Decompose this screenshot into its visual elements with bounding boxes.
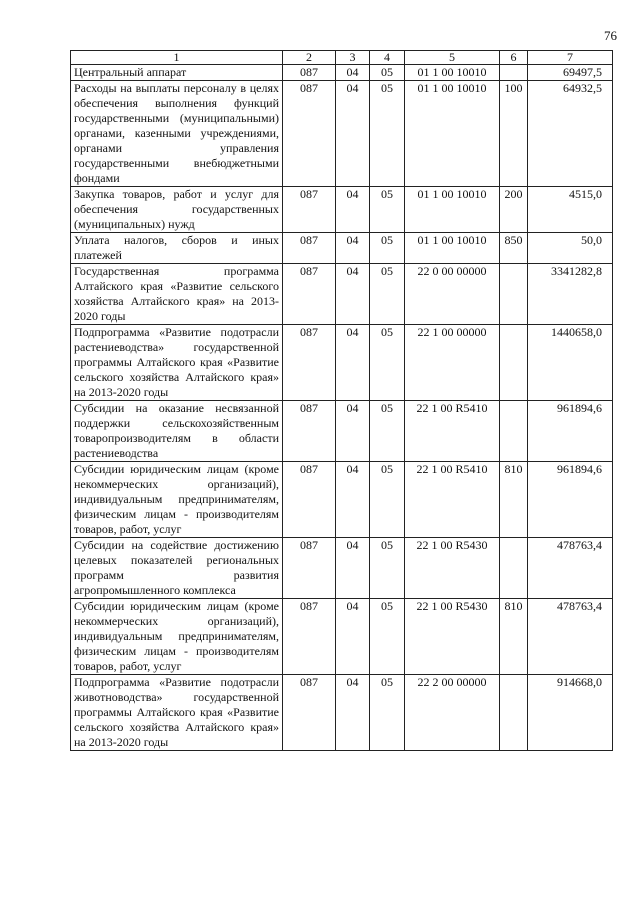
- ministry-code: 087: [283, 401, 336, 462]
- subsection-code: 05: [370, 65, 405, 81]
- amount: 914668,0: [528, 675, 613, 751]
- amount: 69497,5: [528, 65, 613, 81]
- expense-type-code: [500, 264, 528, 325]
- amount: 50,0: [528, 233, 613, 264]
- subsection-code: 05: [370, 81, 405, 187]
- target-article-code: 22 0 00 00000: [405, 264, 500, 325]
- section-code: 04: [336, 599, 370, 675]
- expense-type-code: 100: [500, 81, 528, 187]
- amount: 961894,6: [528, 462, 613, 538]
- section-code: 04: [336, 462, 370, 538]
- expense-type-code: [500, 538, 528, 599]
- target-article-code: 22 1 00 R5430: [405, 538, 500, 599]
- table-row: [71, 538, 613, 599]
- row-name: Субсидии юридическим лицам (кроме некоммерческих организаций), индивидуальным предпринимателям, физическим лицам - производителям товаров, работ, услуг: [71, 599, 283, 675]
- amount: 478763,4: [528, 599, 613, 675]
- row-name: Расходы на выплаты персоналу в целях обеспечения выполнения функций государственными (муниципальными) органами, казенными учреждениями, органами управления государственными внебюджетными фондами: [71, 81, 283, 187]
- section-code: 04: [336, 187, 370, 233]
- table-row: [71, 81, 613, 187]
- column-header: 7: [528, 51, 613, 65]
- budget-table: [70, 50, 613, 751]
- section-code: 04: [336, 65, 370, 81]
- column-header: 3: [336, 51, 370, 65]
- target-article-code: 22 1 00 R5410: [405, 401, 500, 462]
- subsection-code: 05: [370, 599, 405, 675]
- row-name: Подпрограмма «Развитие подотрасли растениеводства» государственной программы Алтайского края «Развитие сельского хозяйства Алтайского края» на 2013-2020 годы: [71, 325, 283, 401]
- row-name: Подпрограмма «Развитие подотрасли животноводства» государственной программы Алтайского края «Развитие сельского хозяйства Алтайского края» на 2013-2020 годы: [71, 675, 283, 751]
- ministry-code: 087: [283, 65, 336, 81]
- section-code: 04: [336, 264, 370, 325]
- table-row: [71, 65, 613, 81]
- expense-type-code: [500, 325, 528, 401]
- subsection-code: 05: [370, 187, 405, 233]
- subsection-code: 05: [370, 264, 405, 325]
- row-name: Государственная программа Алтайского края «Развитие сельского хозяйства Алтайского края» на 2013-2020 годы: [71, 264, 283, 325]
- amount: 961894,6: [528, 401, 613, 462]
- table-row: [71, 599, 613, 675]
- table-row: [71, 187, 613, 233]
- ministry-code: 087: [283, 538, 336, 599]
- subsection-code: 05: [370, 233, 405, 264]
- row-name: Субсидии юридическим лицам (кроме некоммерческих организаций), индивидуальным предпринимателям, физическим лицам - производителям товаров, работ, услуг: [71, 462, 283, 538]
- ministry-code: 087: [283, 599, 336, 675]
- column-header: 2: [283, 51, 336, 65]
- column-header: 1: [71, 51, 283, 65]
- column-header: 4: [370, 51, 405, 65]
- table-row: [71, 462, 613, 538]
- expense-type-code: [500, 401, 528, 462]
- section-code: 04: [336, 233, 370, 264]
- table-row: [71, 325, 613, 401]
- row-name: Уплата налогов, сборов и иных платежей: [71, 233, 283, 264]
- expense-type-code: 810: [500, 462, 528, 538]
- subsection-code: 05: [370, 401, 405, 462]
- page-number: 76: [604, 28, 617, 43]
- row-name: Центральный аппарат: [71, 65, 283, 81]
- table-row: [71, 401, 613, 462]
- subsection-code: 05: [370, 325, 405, 401]
- section-code: 04: [336, 675, 370, 751]
- expense-type-code: 200: [500, 187, 528, 233]
- target-article-code: 22 2 00 00000: [405, 675, 500, 751]
- expense-type-code: [500, 65, 528, 81]
- target-article-code: 01 1 00 10010: [405, 233, 500, 264]
- amount: 64932,5: [528, 81, 613, 187]
- ministry-code: 087: [283, 675, 336, 751]
- subsection-code: 05: [370, 462, 405, 538]
- table-header-row: [71, 51, 613, 65]
- table-row: [71, 233, 613, 264]
- section-code: 04: [336, 325, 370, 401]
- column-header: 5: [405, 51, 500, 65]
- subsection-code: 05: [370, 538, 405, 599]
- ministry-code: 087: [283, 233, 336, 264]
- ministry-code: 087: [283, 187, 336, 233]
- amount: 1440658,0: [528, 325, 613, 401]
- ministry-code: 087: [283, 325, 336, 401]
- expense-type-code: 810: [500, 599, 528, 675]
- table-row: [71, 264, 613, 325]
- target-article-code: 22 1 00 R5430: [405, 599, 500, 675]
- ministry-code: 087: [283, 462, 336, 538]
- target-article-code: 22 1 00 R5410: [405, 462, 500, 538]
- target-article-code: 01 1 00 10010: [405, 81, 500, 187]
- subsection-code: 05: [370, 675, 405, 751]
- row-name: Субсидии на оказание несвязанной поддержки сельскохозяйственным товаропроизводителям в области растениеводства: [71, 401, 283, 462]
- row-name: Субсидии на содействие достижению целевых показателей региональных программ развития агропромышленного комплекса: [71, 538, 283, 599]
- row-name: Закупка товаров, работ и услуг для обеспечения государственных (муниципальных) нужд: [71, 187, 283, 233]
- table-row: [71, 675, 613, 751]
- target-article-code: 22 1 00 00000: [405, 325, 500, 401]
- section-code: 04: [336, 538, 370, 599]
- section-code: 04: [336, 81, 370, 187]
- ministry-code: 087: [283, 264, 336, 325]
- section-code: 04: [336, 401, 370, 462]
- target-article-code: 01 1 00 10010: [405, 65, 500, 81]
- amount: 4515,0: [528, 187, 613, 233]
- expense-type-code: 850: [500, 233, 528, 264]
- ministry-code: 087: [283, 81, 336, 187]
- amount: 478763,4: [528, 538, 613, 599]
- expense-type-code: [500, 675, 528, 751]
- target-article-code: 01 1 00 10010: [405, 187, 500, 233]
- column-header: 6: [500, 51, 528, 65]
- amount: 3341282,8: [528, 264, 613, 325]
